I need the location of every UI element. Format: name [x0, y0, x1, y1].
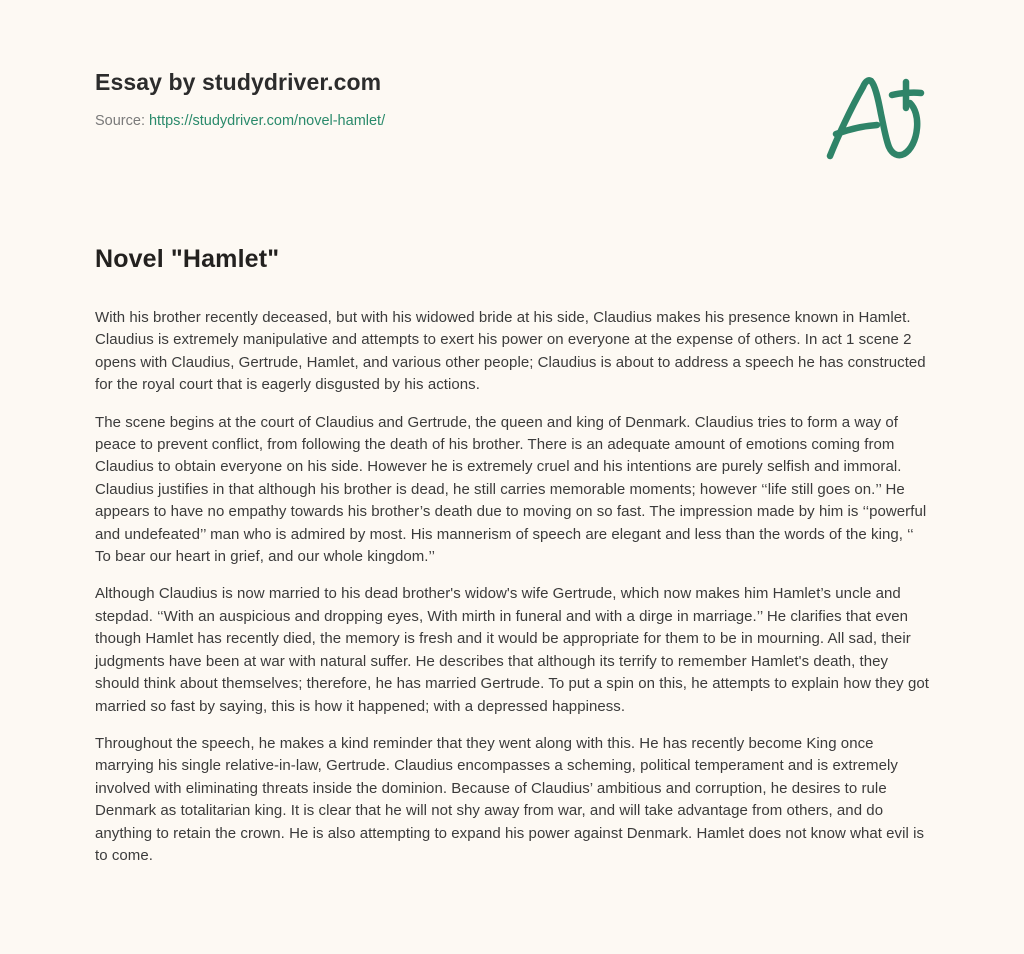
paragraph: With his brother recently deceased, but with his widowed bride at his side, Claudius makes his presence known in Hamlet. Claudius is extremely manipulative and attempts to exert his power on everyone at the expense of others. In act 1 scene 2 opens with Claudius, Gertrude, Hamlet, and various other people; Claudius is about to address a speech he has constructed for the royal court that is eagerly disgusted by his actions. [95, 309, 926, 394]
a-plus-logo-icon [818, 70, 936, 166]
paragraph: Although Claudius is now married to his dead brother's widow's wife Gertrude, which now makes him Hamlet’s uncle and stepdad. ‘‘With an auspicious and dropping eyes, With mirth in funeral and with a dirge in marriage.’’ He clarifies that even though Hamlet has recently died, the memory is fresh and it would be appropriate for them to be in mourning. All sad, their judgments have been at war with natural suffer. He describes that although its terrify to remember Hamlet's death, they should think about themselves; therefore, he has married Gertrude. To put a spin on this, he attempts to explain how they got married so fast by saying, this is how it happened; with a depressed happiness. [95, 585, 929, 715]
paragraph: Throughout the speech, he makes a kind reminder that they went along with this. He has recently become King once marrying his single relative-in-law, Gertrude. Claudius encompasses a scheming, political temperament and is extremely involved with eliminating threats inside the dominion. Because of Claudius’ ambitious and corruption, he desires to rule Denmark as totalitarian king. It is clear that he will not shy away from war, and will take advantage from others, and do anything to retain the crown. He is also attempting to expand his power against Denmark. Hamlet does not know what evil is to come. [95, 734, 925, 864]
source-label: Source: [95, 113, 145, 129]
page-title: Novel "Hamlet" [95, 245, 280, 273]
page-header [95, 68, 795, 131]
article-body [95, 243, 933, 867]
source-link[interactable]: https://studydriver.com/novel-hamlet/ [148, 113, 386, 129]
source-line [95, 111, 795, 131]
brand-title: Essay by studydriver.com [95, 69, 382, 95]
paragraph: The scene begins at the court of Claudius and Gertrude, the queen and king of Denmark. Claudius tries to form a way of peace to prevent conflict, from following the death of his brother. There is an adequate amount of emotions coming from Claudius to obtain everyone on his side. However he is extremely cruel and his intentions are purely selfish and immoral. Claudius justifies in that although his brother is dead, he still carries memorable moments; however ‘‘life still goes on.’’ He appears to have no empathy towards his brother’s death due to moving on so fast. The impression made by him is ‘‘powerful and undefeated’’ man who is admired by most. His mannerism of speech are elegant and less than the words of the king, ‘‘ To bear our heart in grief, and our whole kingdom.’’ [95, 413, 927, 566]
